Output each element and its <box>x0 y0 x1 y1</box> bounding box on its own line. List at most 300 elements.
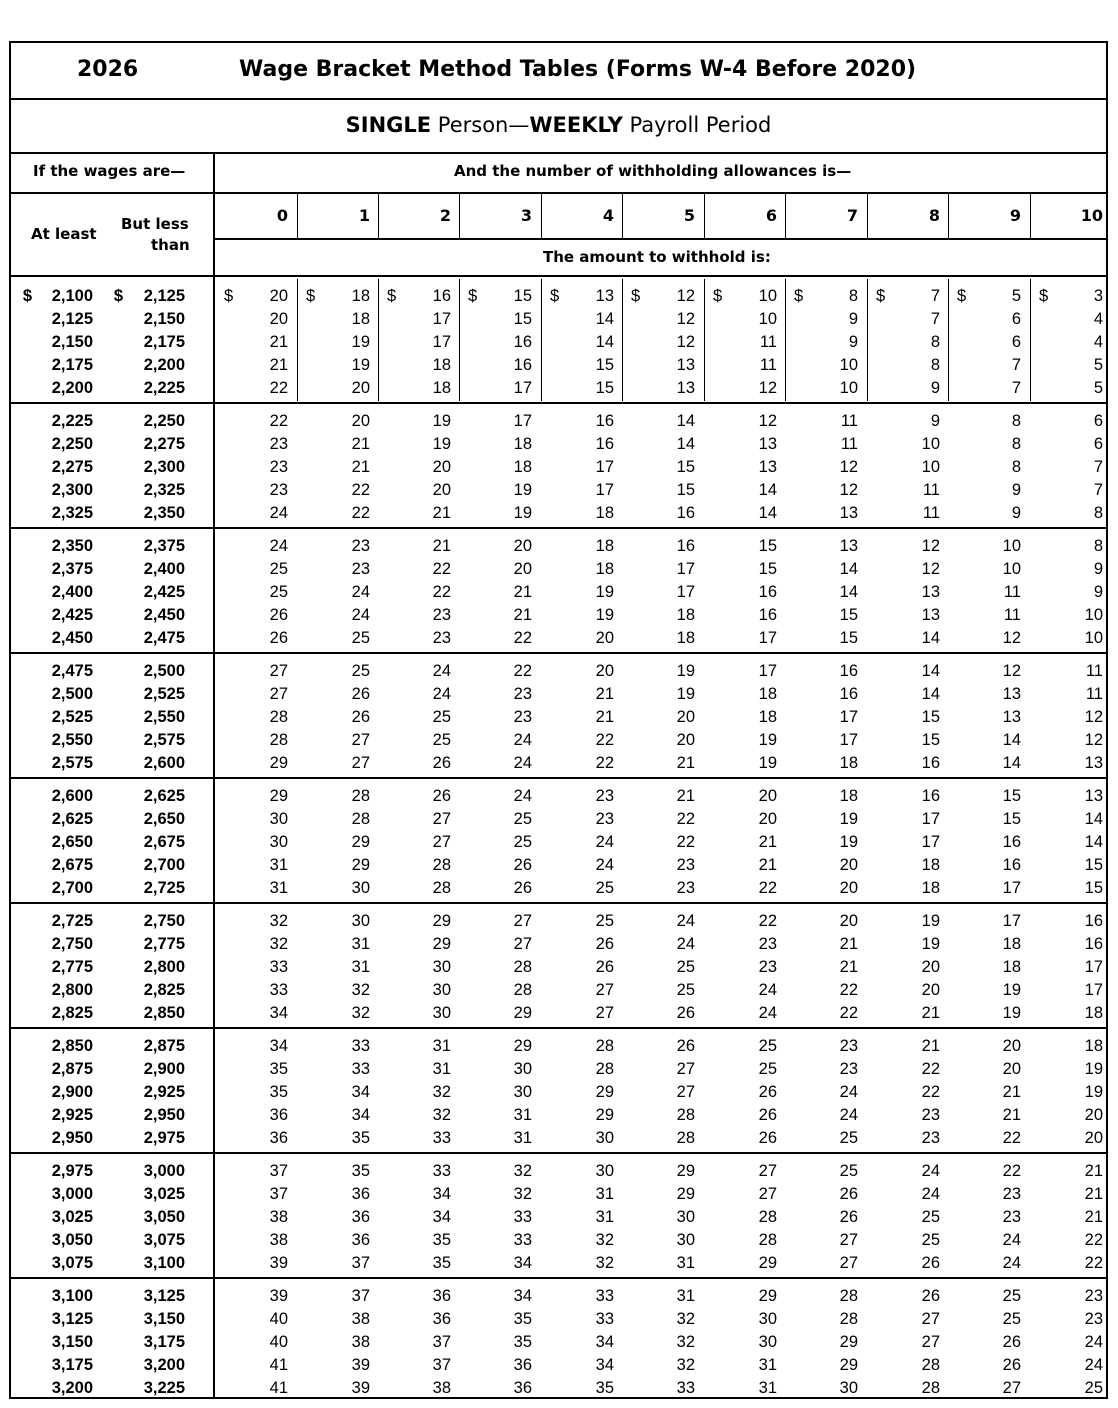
withholding-amount: 20 <box>1084 1129 1103 1147</box>
withholding-amount: 19 <box>839 810 858 828</box>
withholding-amount: 22 <box>513 662 532 680</box>
table-row <box>11 1129 1106 1152</box>
withholding-amount: 14 <box>1084 833 1103 851</box>
withholding-amount: 19 <box>676 685 695 703</box>
withholding-amount: 13 <box>839 537 858 555</box>
wage-at-least: 3,025 <box>51 1208 93 1226</box>
withholding-amount: 17 <box>513 379 532 397</box>
wage-at-least: 2,875 <box>51 1060 93 1078</box>
column-divider <box>378 192 379 238</box>
withholding-amount: 17 <box>1084 958 1103 976</box>
withholding-amount: 21 <box>921 1004 940 1022</box>
withholding-amount: 18 <box>1002 935 1021 953</box>
withholding-amount: 29 <box>351 856 370 874</box>
withholding-amount: 13 <box>921 583 940 601</box>
withholding-amount: 19 <box>595 606 614 624</box>
withholding-amount: 6 <box>1011 333 1021 351</box>
withholding-amount: 15 <box>1002 787 1021 805</box>
wage-at-least: 2,300 <box>51 481 93 499</box>
withholding-amount: 21 <box>758 856 777 874</box>
wage-at-least: 3,000 <box>51 1185 93 1203</box>
dollar-sign: $ <box>1039 287 1049 305</box>
withholding-amount: 13 <box>676 379 695 397</box>
withholding-amount: 23 <box>758 958 777 976</box>
withholding-amount: 25 <box>758 1037 777 1055</box>
withholding-amount: 30 <box>595 1162 614 1180</box>
table-row <box>11 287 1106 310</box>
withholding-amount: 27 <box>676 1083 695 1101</box>
withholding-amount: 14 <box>921 629 940 647</box>
wage-at-least: 2,275 <box>51 458 93 476</box>
withholding-amount: 32 <box>513 1185 532 1203</box>
withholding-amount: 27 <box>595 1004 614 1022</box>
dollar-sign: $ <box>876 287 886 305</box>
withholding-amount: 29 <box>513 1004 532 1022</box>
withholding-amount: 27 <box>921 1333 940 1351</box>
withholding-amount: 22 <box>1084 1231 1103 1249</box>
withholding-amount: 39 <box>269 1254 288 1272</box>
group-divider <box>11 652 1106 654</box>
withholding-amount: 34 <box>351 1083 370 1101</box>
withholding-amount: 24 <box>513 787 532 805</box>
withholding-amount: 19 <box>351 356 370 374</box>
wage-at-least: 2,400 <box>51 583 93 601</box>
withholding-amount: 19 <box>513 504 532 522</box>
table-row <box>11 560 1106 583</box>
withholding-amount: 23 <box>351 560 370 578</box>
withholding-amount: 21 <box>676 787 695 805</box>
withholding-amount: 18 <box>1084 1004 1103 1022</box>
withholding-amount: 16 <box>921 787 940 805</box>
table-row <box>11 1379 1106 1402</box>
withholding-amount: 32 <box>269 912 288 930</box>
withholding-amount: 15 <box>758 537 777 555</box>
withholding-amount: 28 <box>351 810 370 828</box>
subtitle-person: Person— <box>431 113 530 137</box>
withholding-amount: 12 <box>676 287 695 305</box>
column-divider <box>948 192 949 238</box>
table-row <box>11 1254 1106 1277</box>
withholding-amount: 27 <box>269 685 288 703</box>
withholding-amount: 24 <box>513 754 532 772</box>
withholding-amount: 34 <box>269 1004 288 1022</box>
withholding-amount: 23 <box>595 787 614 805</box>
wage-but-less-than: 2,575 <box>143 731 185 749</box>
withholding-amount: 19 <box>351 333 370 351</box>
withholding-amount: 29 <box>839 1356 858 1374</box>
column-divider <box>785 192 786 238</box>
wage-but-less-than: 2,225 <box>143 379 185 397</box>
withholding-amount: 32 <box>351 981 370 999</box>
withholding-amount: 27 <box>432 810 451 828</box>
withholding-amount: 24 <box>921 1162 940 1180</box>
allowance-column-8: 8 <box>928 206 940 225</box>
withholding-amount: 33 <box>513 1231 532 1249</box>
withholding-amount: 14 <box>1084 810 1103 828</box>
table-row <box>11 1083 1106 1106</box>
withholding-amount: 22 <box>269 379 288 397</box>
withholding-amount: 13 <box>1002 708 1021 726</box>
withholding-amount: 31 <box>269 879 288 897</box>
withholding-amount: 28 <box>595 1060 614 1078</box>
table-row <box>11 629 1106 652</box>
table-row <box>11 981 1106 1004</box>
row-group <box>11 279 1106 404</box>
withholding-amount: 31 <box>513 1106 532 1124</box>
withholding-amount: 30 <box>676 1231 695 1249</box>
allowance-column-7: 7 <box>846 206 858 225</box>
withholding-amount: 29 <box>595 1106 614 1124</box>
wage-but-less-than: 3,050 <box>143 1208 185 1226</box>
withholding-amount: 31 <box>595 1185 614 1203</box>
table-row <box>11 662 1106 685</box>
withholding-amount: 22 <box>595 754 614 772</box>
withholding-amount: 36 <box>513 1379 532 1397</box>
withholding-amount: 7 <box>930 310 940 328</box>
withholding-amount: 18 <box>351 287 370 305</box>
withholding-amount: 14 <box>1002 754 1021 772</box>
wage-but-less-than: 2,625 <box>143 787 185 805</box>
wage-but-less-than: 3,025 <box>143 1185 185 1203</box>
withholding-amount: 9 <box>930 412 940 430</box>
withholding-amount: 14 <box>595 333 614 351</box>
withholding-amount: 26 <box>921 1254 940 1272</box>
table-row <box>11 481 1106 504</box>
withholding-amount: 21 <box>921 1037 940 1055</box>
withholding-amount: 28 <box>839 1310 858 1328</box>
row-group <box>11 904 1106 1029</box>
withholding-amount: 15 <box>513 287 532 305</box>
withholding-amount: 15 <box>921 708 940 726</box>
withholding-amount: 24 <box>351 583 370 601</box>
withholding-amount: 24 <box>921 1185 940 1203</box>
withholding-amount: 13 <box>921 606 940 624</box>
withholding-amount: 17 <box>595 458 614 476</box>
withholding-amount: 24 <box>595 856 614 874</box>
withholding-amount: 16 <box>595 412 614 430</box>
wage-at-least: 2,725 <box>51 912 93 930</box>
withholding-amount: 15 <box>839 629 858 647</box>
withholding-amount: 8 <box>930 333 940 351</box>
withholding-amount: 5 <box>1011 287 1021 305</box>
wage-at-least: 2,375 <box>51 560 93 578</box>
withholding-amount: 14 <box>921 662 940 680</box>
dollar-sign: $ <box>468 287 478 305</box>
withholding-amount: 5 <box>1093 356 1103 374</box>
withholding-amount: 37 <box>269 1185 288 1203</box>
withholding-amount: 21 <box>432 537 451 555</box>
withholding-amount: 33 <box>432 1129 451 1147</box>
withholding-amount: 26 <box>269 629 288 647</box>
withholding-amount: 14 <box>839 560 858 578</box>
table-row <box>11 310 1106 333</box>
wage-at-least: 2,650 <box>51 833 93 851</box>
withholding-amount: 21 <box>513 606 532 624</box>
withholding-amount: 13 <box>758 435 777 453</box>
withholding-amount: 16 <box>432 287 451 305</box>
allowance-column-3: 3 <box>520 206 532 225</box>
table-row <box>11 833 1106 856</box>
withholding-amount: 28 <box>758 1231 777 1249</box>
withholding-amount: 20 <box>1084 1106 1103 1124</box>
withholding-amount: 23 <box>921 1106 940 1124</box>
table-row <box>11 787 1106 810</box>
withholding-amount: 20 <box>595 662 614 680</box>
withholding-amount: 24 <box>1084 1356 1103 1374</box>
withholding-amount: 33 <box>513 1208 532 1226</box>
withholding-amount: 22 <box>676 833 695 851</box>
withholding-amount: 24 <box>1084 1333 1103 1351</box>
withholding-amount: 25 <box>921 1208 940 1226</box>
than-header: than <box>151 236 190 254</box>
withholding-amount: 22 <box>513 629 532 647</box>
withholding-amount: 26 <box>351 685 370 703</box>
withholding-amount: 35 <box>351 1162 370 1180</box>
wage-but-less-than: 2,725 <box>143 879 185 897</box>
column-divider <box>297 192 298 238</box>
withholding-amount: 29 <box>676 1162 695 1180</box>
withholding-amount: 18 <box>1084 1037 1103 1055</box>
withholding-amount: 35 <box>269 1083 288 1101</box>
withholding-amount: 21 <box>1002 1106 1021 1124</box>
wage-but-less-than: 2,375 <box>143 537 185 555</box>
withholding-amount: 14 <box>676 412 695 430</box>
withholding-amount: 8 <box>848 287 858 305</box>
withholding-amount: 15 <box>1084 879 1103 897</box>
withholding-amount: 27 <box>758 1162 777 1180</box>
divider <box>11 152 1106 154</box>
withholding-amount: 36 <box>269 1106 288 1124</box>
withholding-amount: 12 <box>676 310 695 328</box>
divider <box>213 238 1106 240</box>
withholding-amount: 18 <box>595 537 614 555</box>
wage-but-less-than: 3,100 <box>143 1254 185 1272</box>
wage-at-least: 2,700 <box>51 879 93 897</box>
wage-at-least: 2,325 <box>51 504 93 522</box>
withholding-amount: 23 <box>839 1037 858 1055</box>
withholding-amount: 33 <box>269 981 288 999</box>
allowance-column-2: 2 <box>439 206 451 225</box>
withholding-amount: 4 <box>1093 333 1103 351</box>
withholding-amount: 22 <box>1002 1129 1021 1147</box>
withholding-amount: 31 <box>676 1287 695 1305</box>
withholding-amount: 19 <box>758 731 777 749</box>
table-row <box>11 583 1106 606</box>
row-group <box>11 779 1106 904</box>
withholding-amount: 28 <box>921 1379 940 1397</box>
withholding-amount: 33 <box>432 1162 451 1180</box>
withholding-amount: 16 <box>921 754 940 772</box>
withholding-amount: 27 <box>269 662 288 680</box>
withholding-amount: 27 <box>921 1310 940 1328</box>
wage-but-less-than: 2,775 <box>143 935 185 953</box>
withholding-amount: 26 <box>513 879 532 897</box>
withholding-amount: 21 <box>269 333 288 351</box>
withholding-amount: 25 <box>432 731 451 749</box>
withholding-amount: 14 <box>758 504 777 522</box>
withholding-amount: 17 <box>1002 879 1021 897</box>
wage-but-less-than: 3,225 <box>143 1379 185 1397</box>
withholding-amount: 7 <box>1011 379 1021 397</box>
withholding-amount: 17 <box>432 333 451 351</box>
withholding-amount: 11 <box>1003 606 1021 624</box>
withholding-amount: 36 <box>432 1287 451 1305</box>
withholding-amount: 26 <box>839 1208 858 1226</box>
withholding-amount: 29 <box>758 1287 777 1305</box>
withholding-amount: 8 <box>930 356 940 374</box>
withholding-amount: 24 <box>432 685 451 703</box>
divider <box>213 152 215 277</box>
withholding-amount: 20 <box>921 981 940 999</box>
withholding-amount: 33 <box>351 1037 370 1055</box>
wage-but-less-than: 2,275 <box>143 435 185 453</box>
withholding-amount: 33 <box>595 1310 614 1328</box>
withholding-amount: 16 <box>839 662 858 680</box>
group-divider <box>11 902 1106 904</box>
withholding-amount: 27 <box>839 1231 858 1249</box>
withholding-amount: 35 <box>269 1060 288 1078</box>
withholding-amount: 32 <box>676 1310 695 1328</box>
withholding-amount: 11 <box>1003 583 1021 601</box>
withholding-amount: 31 <box>758 1379 777 1397</box>
wage-but-less-than: 2,500 <box>143 662 185 680</box>
withholding-amount: 11 <box>1085 685 1103 703</box>
withholding-amount: 19 <box>1084 1060 1103 1078</box>
withholding-amount: 38 <box>269 1208 288 1226</box>
withholding-amount: 29 <box>676 1185 695 1203</box>
withholding-amount: 21 <box>595 685 614 703</box>
table-row <box>11 1208 1106 1231</box>
withholding-amount: 17 <box>676 560 695 578</box>
withholding-amount: 30 <box>676 1208 695 1226</box>
withholding-amount: 13 <box>595 287 614 305</box>
withholding-amount: 18 <box>676 606 695 624</box>
withholding-amount: 24 <box>839 1083 858 1101</box>
withholding-amount: 22 <box>432 560 451 578</box>
withholding-amount: 17 <box>921 810 940 828</box>
table-row <box>11 935 1106 958</box>
withholding-amount: 27 <box>595 981 614 999</box>
wage-at-least: 2,550 <box>51 731 93 749</box>
withholding-amount: 21 <box>351 435 370 453</box>
wage-but-less-than: 2,300 <box>143 458 185 476</box>
withholding-amount: 25 <box>351 629 370 647</box>
withholding-amount: 24 <box>758 1004 777 1022</box>
table-row <box>11 1185 1106 1208</box>
withholding-amount: 12 <box>758 412 777 430</box>
withholding-amount: 26 <box>595 935 614 953</box>
withholding-amount: 14 <box>921 685 940 703</box>
withholding-amount: 38 <box>351 1333 370 1351</box>
wage-at-least: 2,350 <box>51 537 93 555</box>
column-divider <box>1030 192 1031 238</box>
withholding-amount: 13 <box>1002 685 1021 703</box>
wage-but-less-than: 2,975 <box>143 1129 185 1147</box>
table-row <box>11 754 1106 777</box>
withholding-amount: 10 <box>758 310 777 328</box>
row-group <box>11 1029 1106 1154</box>
dollar-sign: $ <box>794 287 804 305</box>
wage-but-less-than: 2,850 <box>143 1004 185 1022</box>
withholding-amount: 20 <box>432 458 451 476</box>
withholding-amount: 15 <box>758 560 777 578</box>
withholding-amount: 30 <box>351 879 370 897</box>
withholding-amount: 23 <box>269 458 288 476</box>
table-row <box>11 1004 1106 1027</box>
withholding-amount: 24 <box>351 606 370 624</box>
row-group <box>11 1279 1106 1404</box>
table-row <box>11 504 1106 527</box>
table-row <box>11 912 1106 935</box>
withholding-amount: 21 <box>839 935 858 953</box>
withholding-amount: 17 <box>839 731 858 749</box>
table-row <box>11 1333 1106 1356</box>
table-year: 2026 <box>77 57 139 82</box>
column-divider <box>622 192 623 238</box>
withholding-amount: 23 <box>595 810 614 828</box>
withholding-amount: 13 <box>1084 754 1103 772</box>
withholding-amount: 17 <box>921 833 940 851</box>
withholding-amount: 27 <box>758 1185 777 1203</box>
withholding-amount: 6 <box>1093 412 1103 430</box>
withholding-amount: 32 <box>595 1231 614 1249</box>
table-row <box>11 1060 1106 1083</box>
withholding-amount: 30 <box>432 1004 451 1022</box>
withholding-amount: 23 <box>432 606 451 624</box>
wage-at-least: 3,050 <box>51 1231 93 1249</box>
table-row <box>11 1310 1106 1333</box>
withholding-amount: 15 <box>676 458 695 476</box>
withholding-amount: 9 <box>1093 583 1103 601</box>
withholding-amount: 18 <box>921 879 940 897</box>
withholding-amount: 23 <box>1002 1185 1021 1203</box>
wage-at-least: 2,100 <box>51 287 93 305</box>
allowance-column-1: 1 <box>358 206 370 225</box>
withholding-amount: 12 <box>1002 629 1021 647</box>
withholding-amount: 19 <box>513 481 532 499</box>
withholding-amount: 16 <box>839 685 858 703</box>
withholding-amount: 31 <box>269 856 288 874</box>
withholding-amount: 24 <box>595 833 614 851</box>
group-divider <box>11 777 1106 779</box>
withholding-amount: 22 <box>595 731 614 749</box>
withholding-amount: 40 <box>269 1310 288 1328</box>
withholding-amount: 21 <box>513 583 532 601</box>
withholding-amount: 31 <box>758 1356 777 1374</box>
withholding-amount: 22 <box>351 504 370 522</box>
withholding-amount: 12 <box>839 458 858 476</box>
withholding-amount: 20 <box>269 310 288 328</box>
withholding-amount: 26 <box>351 708 370 726</box>
withholding-amount: 19 <box>921 935 940 953</box>
withholding-amount: 12 <box>1084 708 1103 726</box>
withholding-amount: 29 <box>269 754 288 772</box>
withholding-amount: 12 <box>676 333 695 351</box>
withholding-amount: 22 <box>758 912 777 930</box>
table-row <box>11 1356 1106 1379</box>
withholding-amount: 13 <box>1084 787 1103 805</box>
withholding-amount: 31 <box>432 1060 451 1078</box>
withholding-amount: 34 <box>269 1037 288 1055</box>
withholding-amount: 34 <box>513 1287 532 1305</box>
withholding-amount: 11 <box>840 412 858 430</box>
withholding-amount: 25 <box>513 810 532 828</box>
wage-but-less-than: 2,175 <box>143 333 185 351</box>
withholding-amount: 29 <box>513 1037 532 1055</box>
table-row <box>11 458 1106 481</box>
withholding-amount: 36 <box>513 1356 532 1374</box>
row-group <box>11 529 1106 654</box>
